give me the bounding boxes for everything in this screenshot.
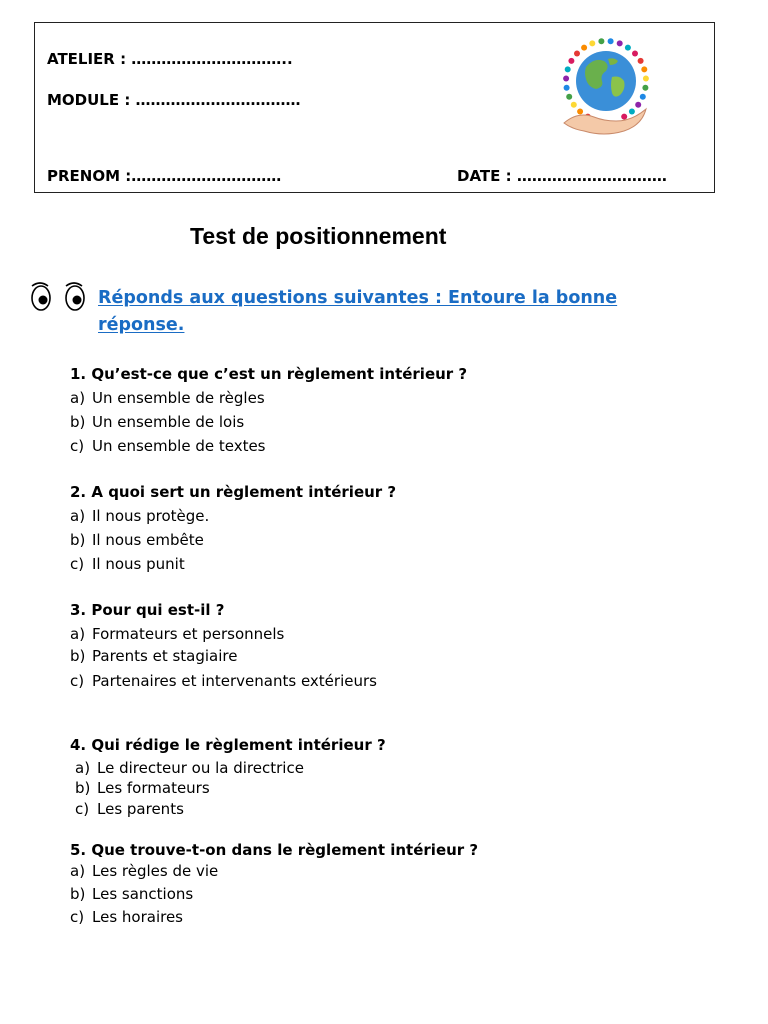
eyes-icon [28, 280, 90, 312]
answer-letter: b) [70, 413, 86, 431]
answer-1a [70, 389, 265, 407]
answer-text: Les formateurs [97, 779, 210, 797]
question-4: 4. Qui rédige le règlement intérieur ? [70, 736, 386, 754]
answer-5a [70, 862, 218, 880]
question-2: 2. A quoi sert un règlement intérieur ? [70, 483, 397, 501]
question-3: 3. Pour qui est-il ? [70, 601, 225, 619]
answer-text: Parents et stagiaire [92, 647, 238, 665]
answer-letter: c) [75, 800, 90, 818]
answer-3c [70, 672, 377, 690]
answer-3a [70, 625, 284, 643]
answer-text: Formateurs et personnels [92, 625, 285, 643]
question-1: 1. Qu’est-ce que c’est un règlement intérieur ? [70, 365, 468, 383]
answer-text: Il nous protège. [92, 507, 210, 525]
answer-letter: b) [70, 885, 86, 903]
globe-with-people-in-hand-icon [550, 37, 662, 135]
answer-1c [70, 437, 266, 455]
instruction-line-1: Réponds aux questions suivantes : Entoure la bonne [98, 288, 618, 308]
answer-2b [70, 531, 204, 549]
date-field: DATE : ………………………… [457, 167, 667, 185]
answer-text: Le directeur ou la directrice [97, 759, 304, 777]
answer-letter: b) [75, 779, 91, 797]
answer-1b [70, 413, 244, 431]
answer-4b [75, 779, 210, 797]
instruction-line-2: réponse. [98, 315, 185, 335]
question-5: 5. Que trouve-t-on dans le règlement intérieur ? [70, 841, 479, 859]
answer-letter: a) [70, 507, 86, 525]
answer-text: Partenaires et intervenants extérieurs [92, 672, 377, 690]
instruction [98, 285, 658, 339]
answer-5b [70, 885, 193, 903]
answer-letter: c) [70, 672, 85, 690]
answer-letter: c) [70, 437, 85, 455]
module-field: MODULE : …………………………… [47, 91, 301, 109]
answer-3b [70, 647, 237, 665]
prenom-field: PRENOM :………………………… [47, 167, 282, 185]
answer-text: Un ensemble de règles [92, 389, 265, 407]
answer-letter: a) [70, 625, 86, 643]
answer-text: Il nous punit [92, 555, 185, 573]
answer-letter: b) [70, 647, 86, 665]
answer-2a [70, 507, 209, 525]
answer-text: Les règles de vie [92, 862, 219, 880]
answer-letter: c) [70, 908, 85, 926]
answer-text: Il nous embête [92, 531, 204, 549]
atelier-field: ATELIER : ………………………….. [47, 50, 293, 68]
answer-text: Les sanctions [92, 885, 194, 903]
answer-5c [70, 908, 183, 926]
answer-text: Les parents [97, 800, 184, 818]
answer-4c [75, 800, 184, 818]
answer-2c [70, 555, 185, 573]
page-title: Test de positionnement [190, 223, 447, 249]
answer-letter: c) [70, 555, 85, 573]
answer-4a [75, 759, 304, 777]
answer-text: Un ensemble de textes [92, 437, 266, 455]
answer-letter: a) [70, 389, 86, 407]
answer-letter: a) [70, 862, 86, 880]
answer-text: Les horaires [92, 908, 183, 926]
answer-letter: a) [75, 759, 91, 777]
answer-letter: b) [70, 531, 86, 549]
answer-text: Un ensemble de lois [92, 413, 245, 431]
